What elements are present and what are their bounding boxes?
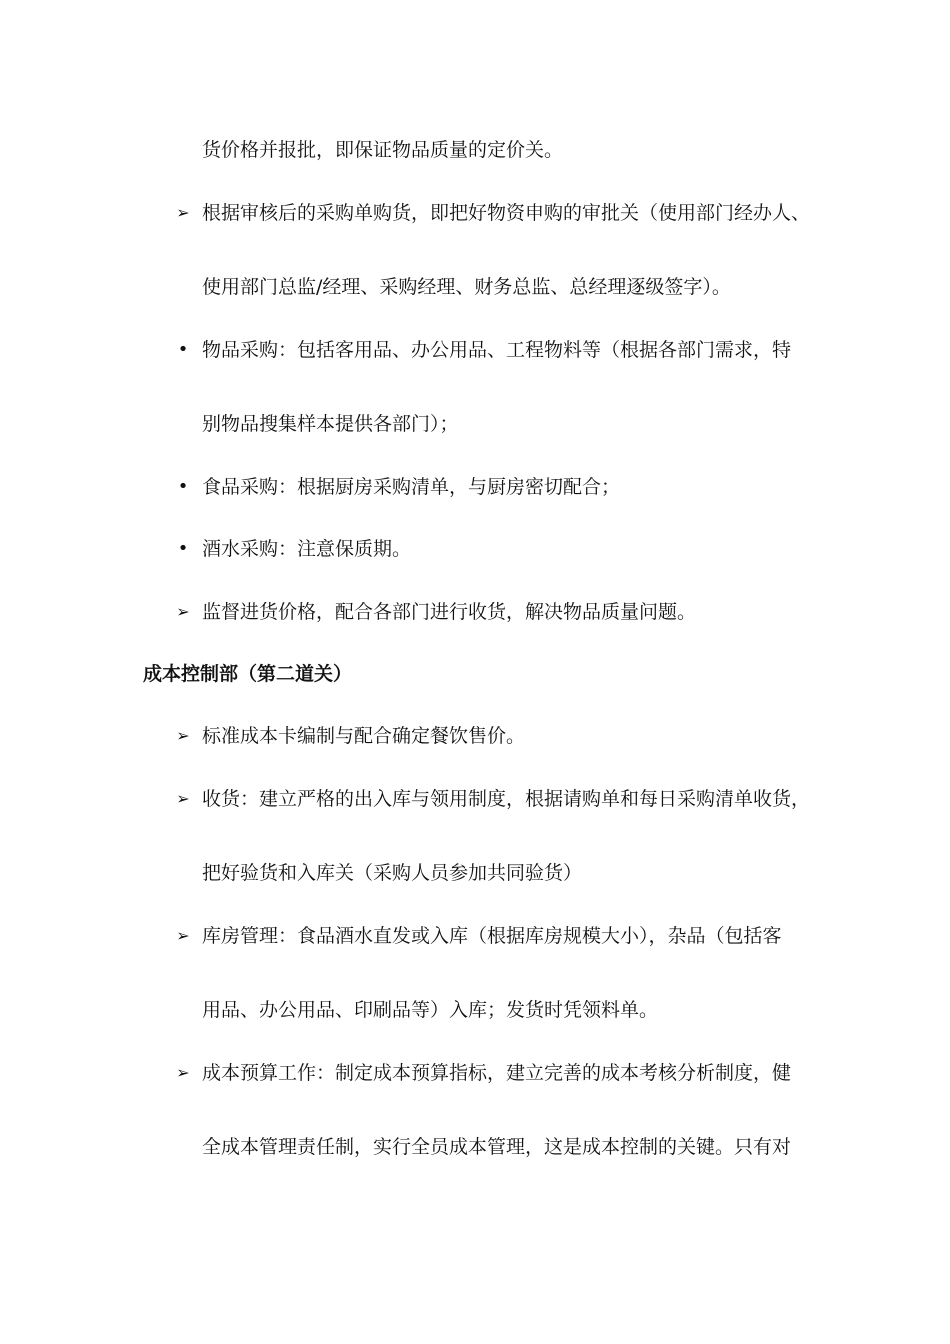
dot-bullet-icon: •	[177, 476, 189, 497]
paragraph-line: 货价格并报批，即保证物品质量的定价关。	[202, 139, 564, 161]
arrow-bullet-icon: ➢	[176, 602, 190, 621]
dot-bullet-icon: •	[177, 538, 189, 559]
list-item-text: 成本预算工作：制定成本预算指标，建立完善的成本考核分析制度，健	[202, 1062, 792, 1084]
section-heading: 成本控制部（第二道关）	[143, 663, 353, 685]
list-item-text: 酒水采购：注意保质期。	[202, 538, 412, 560]
list-item-text: 食品采购：根据厨房采购清单，与厨房密切配合；	[202, 476, 621, 498]
arrow-bullet-icon: ➢	[176, 926, 190, 945]
arrow-bullet-icon: ➢	[176, 203, 190, 222]
list-item-continuation: 用品、办公用品、印刷品等）入库；发货时凭领料单。	[202, 999, 659, 1021]
list-item-continuation: 使用部门总监/经理、采购经理、财务总监、总经理逐级签字）。	[202, 276, 731, 298]
list-item-continuation: 全成本管理责任制，实行全员成本管理，这是成本控制的关键。只有对	[202, 1136, 792, 1158]
dot-bullet-icon: •	[177, 339, 189, 360]
list-item-text: 收货：建立严格的出入库与领用制度，根据请购单和每日采购清单收货，	[202, 788, 811, 810]
list-item-text: 根据审核后的采购单购货，即把好物资申购的审批关（使用部门经办人、	[202, 202, 811, 224]
arrow-bullet-icon: ➢	[176, 1063, 190, 1082]
list-item-text: 标准成本卡编制与配合确定餐饮售价。	[202, 725, 526, 747]
list-item-continuation: 把好验货和入库关（采购人员参加共同验货）	[202, 862, 583, 884]
list-item-text: 监督进货价格，配合各部门进行收货，解决物品质量问题。	[202, 601, 697, 623]
list-item-continuation: 别物品搜集样本提供各部门）；	[202, 413, 459, 435]
list-item-text: 物品采购：包括客用品、办公用品、工程物料等（根据各部门需求，特	[202, 339, 792, 361]
arrow-bullet-icon: ➢	[176, 726, 190, 745]
arrow-bullet-icon: ➢	[176, 789, 190, 808]
list-item-text: 库房管理：食品酒水直发或入库（根据库房规模大小），杂品（包括客	[202, 925, 782, 947]
